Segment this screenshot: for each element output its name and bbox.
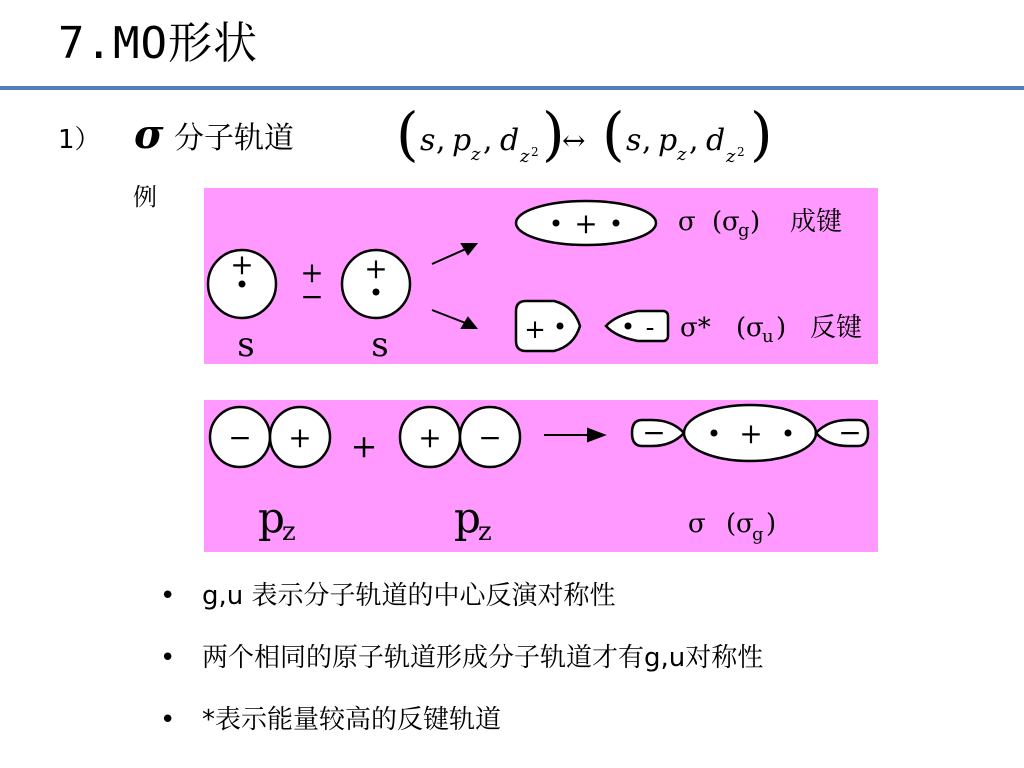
pz2-label-sub: z: [478, 517, 492, 547]
bonding-sigma: σ: [678, 207, 696, 237]
formula-left-s: s: [420, 123, 436, 158]
formula-left-d-sub: z: [520, 146, 530, 167]
antibonding-paren-sigma: σ: [746, 313, 764, 343]
formula-comma: ,: [436, 123, 446, 158]
bonding-label: 成键: [790, 207, 843, 237]
section-heading: 分子轨道: [174, 121, 294, 156]
bullet-text: 两个相同的原子轨道形成分子轨道才有g,u对称性: [202, 643, 764, 673]
formula-right-s: s: [626, 123, 642, 158]
pz2-label: p: [454, 493, 481, 542]
bonding-paren-sub: g: [738, 220, 750, 241]
plus-minus-bottom: −: [300, 280, 324, 313]
formula-left-p: p: [452, 123, 472, 158]
formula-right-close-paren: ): [750, 104, 773, 168]
bullet-text: g,u 表示分子轨道的中心反演对称性: [202, 581, 616, 611]
antibonding-sigma-star: σ*: [680, 313, 711, 343]
pz-operator: +: [350, 427, 378, 465]
formula-comma: ,: [483, 123, 493, 158]
formula-right-d-sub: z: [726, 146, 736, 167]
formula-left-close-paren: ): [542, 104, 565, 168]
formula-right-p-sub: z: [677, 144, 687, 165]
formula-comma: ,: [689, 123, 699, 158]
pz2-left-sign: +: [418, 421, 442, 454]
bullet-marker: •: [160, 581, 176, 611]
pz-result-paren-open: (: [726, 509, 737, 539]
section-number: 1）: [58, 125, 101, 155]
pz-result-right-sign: −: [838, 416, 862, 449]
formula-arrow: ↔: [562, 124, 586, 157]
formula-right-d-sup: 2: [737, 145, 745, 159]
arrow-to-bonding: [432, 248, 468, 264]
arrow-to-antibonding: [432, 310, 468, 324]
bonding-paren-open: (: [712, 207, 723, 237]
s-left-label: s: [237, 325, 255, 364]
antibonding-lobe-right: [606, 311, 668, 341]
pz-result-paren-sigma: σ: [736, 509, 754, 539]
pz-result-paren-close: ): [766, 509, 777, 539]
title-underline: [0, 86, 1024, 90]
pz2-right-sign: −: [478, 421, 502, 454]
formula-left-d-sup: 2: [531, 145, 539, 159]
sigma-symbol: σ: [134, 111, 164, 158]
antibonding-paren-sub: u: [762, 326, 774, 347]
bullet-marker: •: [160, 705, 176, 735]
antibonding-right-sign: -: [645, 313, 655, 343]
pz-result-center-sign: +: [739, 417, 763, 450]
pz1-right-sign: +: [288, 421, 312, 454]
pz-result-left-sign: −: [642, 416, 666, 449]
formula-comma: ,: [642, 123, 652, 158]
formula-left-paren: (: [396, 104, 419, 168]
bullet-marker: •: [160, 643, 176, 673]
antibonding-left-sign: +: [524, 315, 546, 345]
pz1-label-sub: z: [282, 517, 296, 547]
s-right-sign: +: [364, 252, 388, 285]
s-left-sign: +: [230, 248, 254, 281]
formula-left-p-sub: z: [471, 144, 481, 165]
pz1-label: p: [258, 493, 285, 542]
pz-result-paren-sub: g: [752, 524, 764, 545]
bonding-orbital-sign: +: [574, 207, 598, 240]
pz1-left-sign: −: [228, 421, 252, 454]
s-right-label: s: [371, 325, 389, 364]
s-orbital-diagram: [204, 188, 878, 364]
antibonding-paren-open: (: [736, 313, 747, 343]
antibonding-label: 反键: [810, 313, 863, 343]
formula-left-d: d: [500, 123, 520, 158]
formula-right-d: d: [706, 123, 726, 158]
orbital-formula: [396, 104, 800, 176]
formula-right-paren: (: [602, 104, 625, 168]
bonding-paren-sigma: σ: [722, 207, 740, 237]
example-label: 例: [133, 183, 157, 211]
bonding-paren-close: ): [750, 207, 761, 237]
bullet-text: *表示能量较高的反键轨道: [202, 705, 502, 735]
plus-minus-top: +: [300, 256, 324, 289]
pz-orbital-diagram: [204, 400, 878, 552]
slide-title: 7.MO形状: [58, 18, 258, 69]
formula-right-p: p: [658, 123, 678, 158]
pz-result-sigma: σ: [688, 509, 706, 539]
antibonding-paren-close: ): [776, 313, 787, 343]
